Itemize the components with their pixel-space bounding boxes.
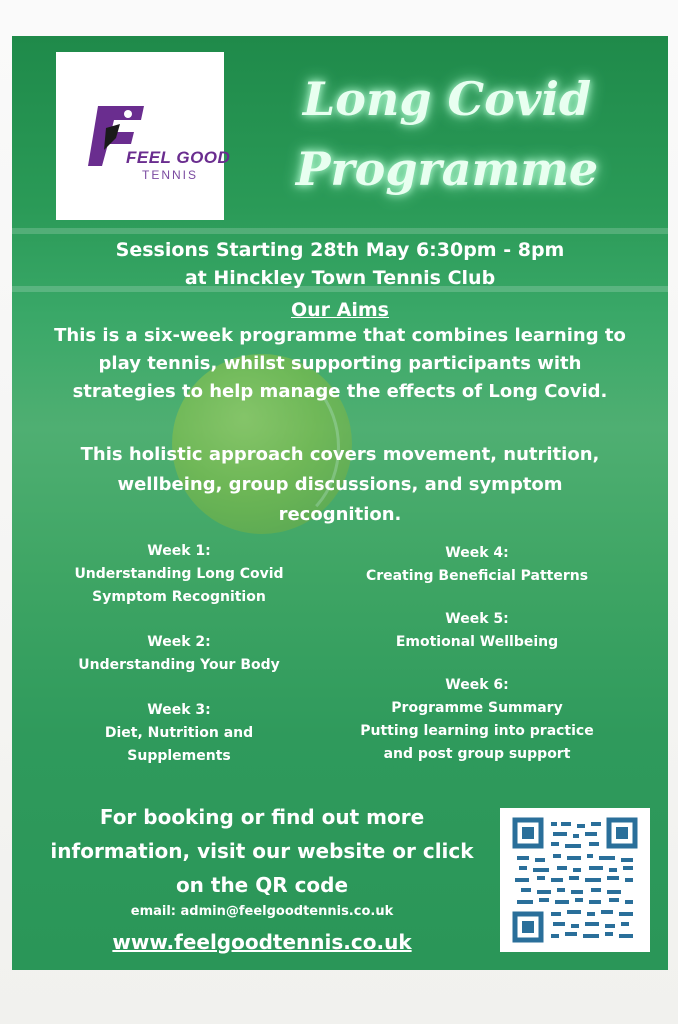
booking-info bbox=[32, 800, 492, 902]
week-3 bbox=[44, 699, 314, 768]
week-line: Diet, Nutrition and bbox=[104, 725, 254, 741]
approach-description bbox=[32, 440, 648, 530]
week-line: Understanding Long Covid bbox=[74, 566, 284, 582]
week-title: Week 4: bbox=[445, 545, 509, 561]
aims-description bbox=[32, 322, 648, 406]
logo-brand-main: FEEL GOOD bbox=[126, 148, 231, 167]
week-line: Understanding Your Body bbox=[78, 657, 280, 673]
week-4 bbox=[342, 542, 612, 588]
court-line bbox=[12, 228, 668, 234]
week-title: Week 1: bbox=[147, 543, 211, 559]
session-info bbox=[32, 236, 648, 292]
title-line-1: Long Covid bbox=[302, 72, 592, 126]
contact-email[interactable]: email: admin@feelgoodtennis.co.uk bbox=[130, 904, 394, 919]
logo-brand-sub: TENNIS bbox=[142, 168, 199, 182]
week-line: Symptom Recognition bbox=[92, 589, 266, 605]
week-line: Creating Beneficial Patterns bbox=[365, 568, 589, 584]
approach-line-3: recognition. bbox=[278, 504, 402, 525]
qr-code[interactable] bbox=[500, 808, 650, 952]
logo bbox=[56, 52, 231, 220]
aims-line-3: strategies to help manage the effects of Long Covid. bbox=[72, 381, 608, 402]
booking-line-1: For booking or find out more bbox=[99, 805, 425, 829]
title-line-2: Programme bbox=[295, 142, 599, 196]
booking-line-3: on the QR code bbox=[175, 873, 349, 897]
week-2 bbox=[44, 631, 314, 677]
week-6 bbox=[342, 674, 612, 766]
week-title: Week 2: bbox=[147, 634, 211, 650]
approach-line-2: wellbeing, group discussions, and symptom bbox=[117, 474, 563, 495]
aims-heading bbox=[32, 298, 648, 322]
session-line-2: at Hinckley Town Tennis Club bbox=[184, 267, 496, 289]
page-title bbox=[242, 64, 652, 204]
week-title: Week 6: bbox=[445, 677, 509, 693]
week-line: Supplements bbox=[127, 748, 231, 764]
qr-code-icon bbox=[509, 814, 641, 946]
weeks-column-right bbox=[342, 542, 612, 788]
weeks-column-left bbox=[44, 540, 314, 790]
week-1 bbox=[44, 540, 314, 609]
week-5 bbox=[342, 608, 612, 654]
week-line: Emotional Wellbeing bbox=[395, 634, 559, 650]
aims-heading-text: Our Aims bbox=[291, 299, 389, 321]
session-line-1: Sessions Starting 28th May 6:30pm - 8pm bbox=[115, 239, 565, 261]
week-line: Programme Summary bbox=[391, 700, 563, 716]
flyer-poster bbox=[12, 36, 668, 970]
booking-line-2: information, visit our website or click bbox=[50, 839, 474, 863]
aims-line-2: play tennis, whilst supporting participants with bbox=[98, 353, 582, 374]
approach-line-1: This holistic approach covers movement, nutrition, bbox=[80, 444, 600, 465]
aims-line-1: This is a six-week programme that combines learning to bbox=[54, 325, 626, 346]
week-title: Week 3: bbox=[147, 702, 211, 718]
week-line: and post group support bbox=[383, 746, 571, 762]
website-link[interactable]: www.feelgoodtennis.co.uk bbox=[112, 930, 412, 954]
week-line: Putting learning into practice bbox=[360, 723, 594, 739]
week-title: Week 5: bbox=[445, 611, 509, 627]
